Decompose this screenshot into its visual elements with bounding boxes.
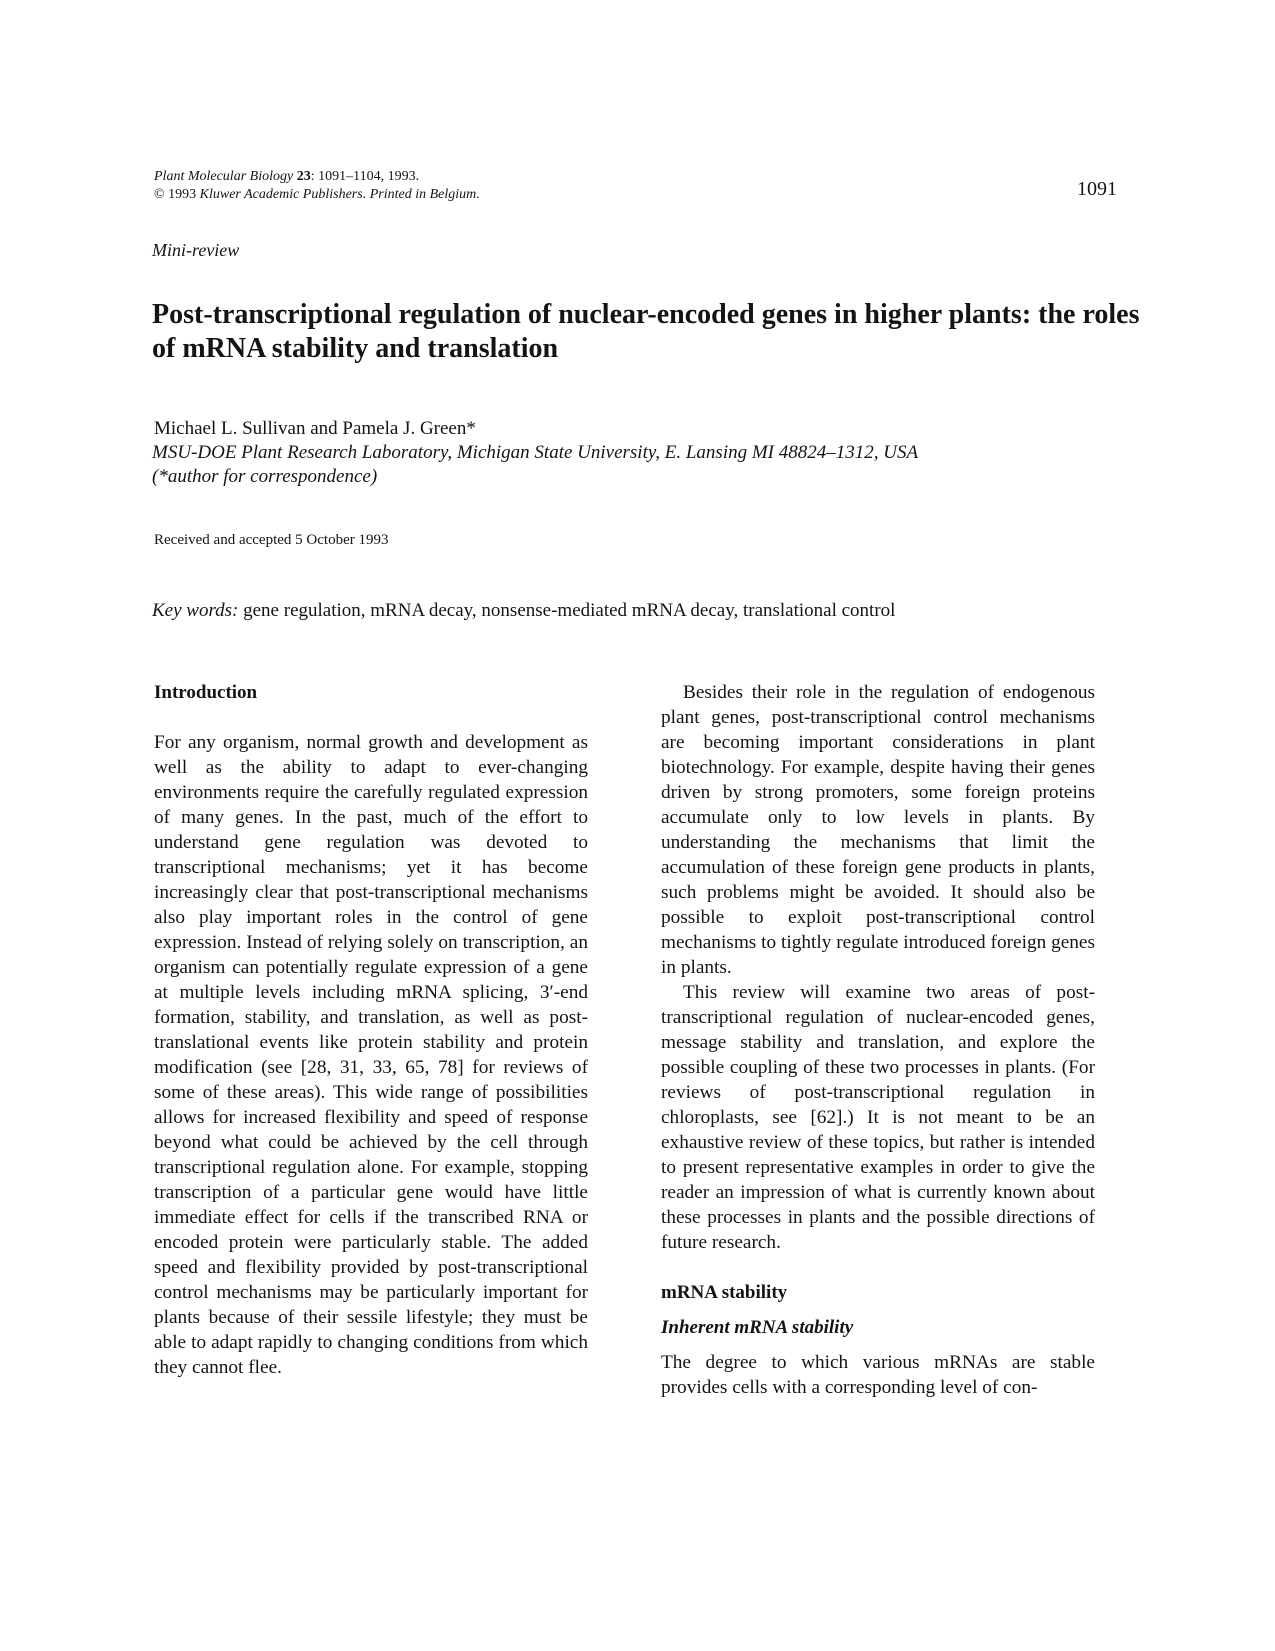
journal-volume: 23 (296, 169, 311, 184)
introduction-paragraph: For any organism, normal growth and development as well as the ability to adapt to ever-changing environments require the carefully regulated expression of many genes. In the past, much of the effort to understand gene regulation was devoted to transcriptional mechanisms; yet it has become increasingly clear that post-transcriptional mechanisms also play important roles in the control of gene expression. Instead of relying solely on transcription, an organism can potentially regulate expression of a gene at multiple levels including mRNA splicing, 3′-end formation, stability, and translation, as well as post-translational events like protein stability and protein modification (see [28, 31, 33, 65, 78] for reviews of some of these areas). This wide range of possibilities allows for increased flexibility and speed of response beyond what could be achieved by the cell through transcriptional regulation alone. For example, stopping transcription of a particular gene would have little immediate effect for cells if the transcribed RNA or encoded protein were particularly stable. The added speed and flexibility provided by post-transcriptional control mechanisms may be particularly important for plants because of their sessile lifestyle; they must be able to adapt rapidly to changing conditions from which they cannot flee. (154, 732, 588, 1378)
section-heading-introduction: Introduction (154, 682, 258, 703)
journal-name: Plant Molecular Biology (154, 169, 294, 184)
article-type: Mini-review (152, 240, 240, 260)
journal-citation-line-1 (154, 168, 480, 186)
correspondence-note: (*author for correspondence) (152, 466, 378, 487)
authors: Michael L. Sullivan and Pamela J. Green* (154, 418, 476, 439)
journal-citation-line-2 (154, 186, 480, 204)
affiliation: MSU-DOE Plant Research Laboratory, Michigan State University, E. Lansing MI 48824–1312, USA (152, 442, 919, 463)
review-scope-paragraph: This review will examine two areas of post-transcriptional regulation of nuclear-encoded genes, message stability and translation, and explore the possible coupling of these two processes in plants. (For reviews of post-transcriptional regulation in chloroplasts, see [62].) It is not meant to be an exhaustive review of these topics, but rather is intended to present representative examples in order to give the reader an impression of what is currently known about these processes in plants and the possible directions of future research. (661, 982, 1095, 1253)
journal-citation (154, 168, 480, 204)
keywords-text: gene regulation, mRNA decay, nonsense-mediated mRNA decay, translational control (238, 600, 896, 621)
inherent-stability-paragraph: The degree to which various mRNAs are stable provides cells with a corresponding level of con- (661, 1352, 1095, 1398)
subsection-heading-inherent-stability: Inherent mRNA stability (661, 1317, 854, 1338)
journal-pages-year: : 1091–1104, 1993. (310, 169, 420, 184)
keywords-label: Key words: (152, 600, 239, 621)
section-heading-mrna-stability: mRNA stability (661, 1282, 788, 1303)
right-column (661, 680, 1095, 1400)
publisher-notice: Kluwer Academic Publishers. Printed in Belgium. (199, 187, 480, 202)
keywords (152, 600, 895, 622)
left-column (154, 680, 588, 1380)
biotechnology-paragraph: Besides their role in the regulation of endogenous plant genes, post-transcriptional control mechanisms are becoming important considerations in plant biotechnology. For example, despite having their genes driven by strong promoters, some foreign proteins accumulate only to low levels in plants. By understanding the mechanisms that limit the accumulation of these foreign gene products in plants, such problems might be avoided. It should also be possible to exploit post-transcriptional control mechanisms to tightly regulate introduced foreign genes in plants. (661, 682, 1095, 978)
page-number: 1091 (1077, 178, 1117, 200)
copyright-notice: © 1993 (154, 187, 197, 202)
paper-title: Post-transcriptional regulation of nuclear-encoded genes in higher plants: the roles of mRNA stability and translation (152, 299, 1140, 364)
received-date: Received and accepted 5 October 1993 (154, 532, 389, 548)
